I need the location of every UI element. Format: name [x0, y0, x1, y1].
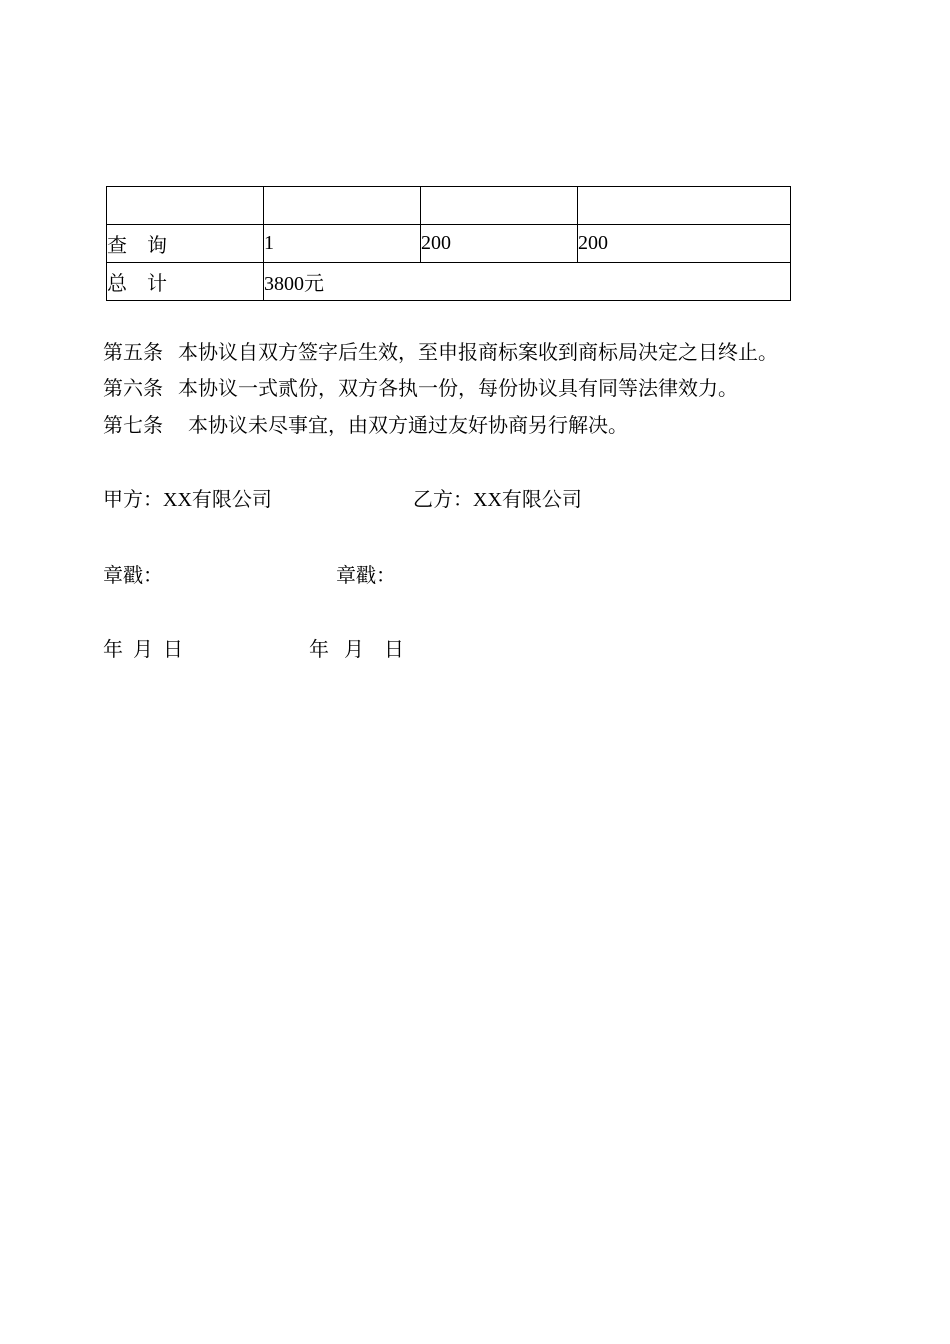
- header-cell: [421, 187, 578, 225]
- clause-text: 本协议未尽事宜，由双方通过友好协商另行解决。: [188, 415, 628, 437]
- subtotal-cell: 200: [578, 225, 791, 263]
- party-a-date: 年 月 日: [103, 639, 183, 661]
- total-label-cell: 总 计: [107, 263, 264, 301]
- header-cell: [107, 187, 264, 225]
- clause-number: 第五条: [103, 342, 163, 364]
- total-value-cell: 3800元: [264, 263, 791, 301]
- clause-number: 第七条: [103, 415, 163, 437]
- clause-text: 本协议自双方签字后生效，至申报商标案收到商标局决定之日终止。: [178, 342, 778, 364]
- fee-table: [106, 186, 791, 301]
- party-b-date: 年 月 日: [309, 639, 404, 661]
- header-cell: [264, 187, 421, 225]
- party-b-seal: 章戳：: [336, 565, 396, 587]
- table-row: [107, 225, 791, 263]
- header-cell: [578, 187, 791, 225]
- clause-6: [103, 377, 738, 401]
- clause-text: 本协议一式贰份，双方各执一份，每份协议具有同等法律效力。: [178, 378, 738, 400]
- table-header-row: [107, 187, 791, 225]
- party-a-seal: 章戳：: [103, 565, 163, 587]
- table-total-row: [107, 263, 791, 301]
- party-b-name: 乙方：XX有限公司: [413, 489, 582, 511]
- item-name-cell: 查 询: [107, 225, 264, 263]
- clause-7: [103, 414, 628, 438]
- unit-price-cell: 200: [421, 225, 578, 263]
- party-a-name: 甲方：XX有限公司: [103, 489, 272, 511]
- clause-number: 第六条: [103, 378, 163, 400]
- quantity-cell: 1: [264, 225, 421, 263]
- clause-5: [103, 341, 778, 365]
